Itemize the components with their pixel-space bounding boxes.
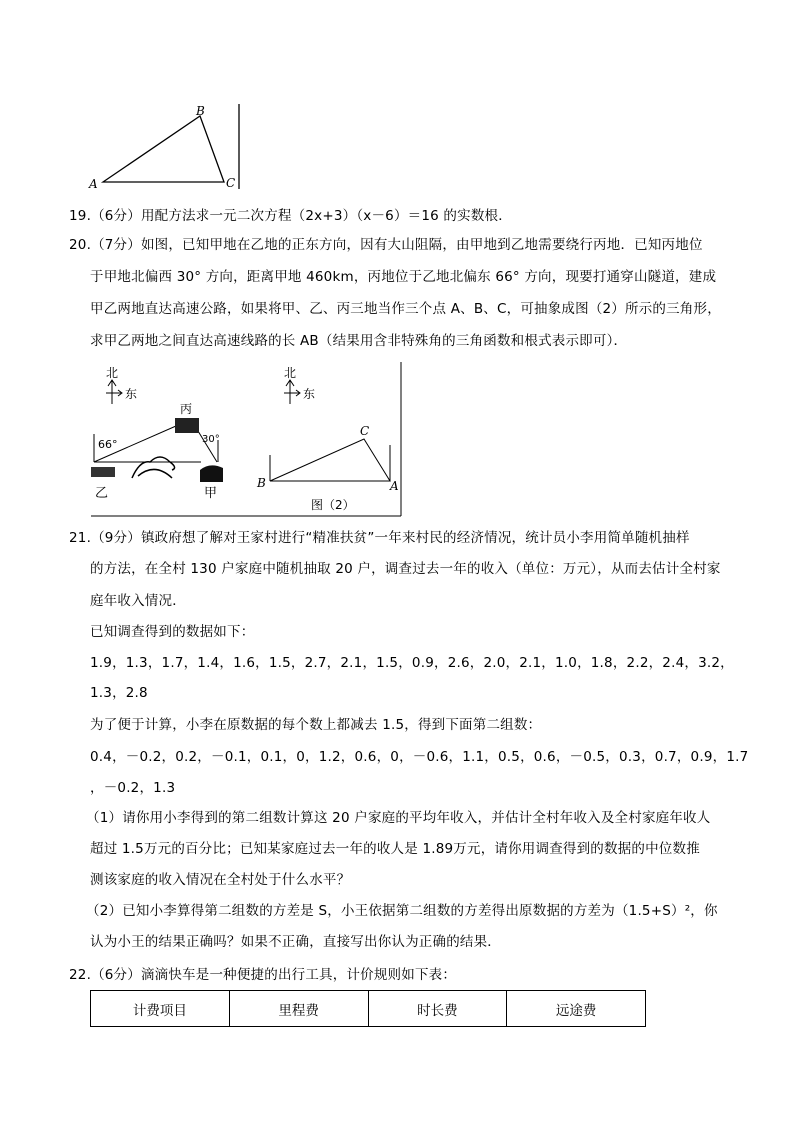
building-icon-bing <box>175 418 199 433</box>
angle-66: 66° <box>98 438 118 451</box>
table-header-row <box>91 991 646 1027</box>
point-b: B <box>257 476 266 490</box>
building-icon-jia <box>200 465 223 482</box>
table-header-cell: 里程费 <box>229 991 368 1027</box>
triangle-abc-fig2 <box>270 439 390 481</box>
table-header-cell: 时长费 <box>368 991 507 1027</box>
building-icon-yi <box>91 467 115 477</box>
table-header-cell: 远途费 <box>507 991 646 1027</box>
angle-30: 30° <box>202 434 220 445</box>
question-21-line: 的方法，在全村 130 户家庭中随机抽取 20 户，调查过去一年的收入（单位：万元），从而去估计全村家 <box>90 561 721 577</box>
table-header-cell: 计费项目 <box>91 991 230 1027</box>
data-list-second: 0.4，－0.2，0.2，－0.1，0.1，0，1.2，0.6，0，－0.6，1.1，0.5，0.6，－0.5，0.3，0.7，0.9，1.7 <box>90 749 749 765</box>
pricing-table <box>90 990 646 1027</box>
east-label: 东 <box>125 387 138 401</box>
sub-question-1: （1）请你用小李得到的第二组数计算这 20 户家庭的平均年收入，并估计全村年收入及全村家庭年收人 <box>86 810 711 826</box>
point-c: C <box>360 424 370 438</box>
place-yi: 乙 <box>95 486 109 501</box>
sub-question-2: 认为小王的结果正确吗？如果不正确，直接写出你认为正确的结果． <box>90 934 501 950</box>
question-20-line: 20.（7分）如图，已知甲地在乙地的正东方向，因有大山阻隔，由甲地到乙地需要绕行丙地．已知丙地位 <box>69 237 703 253</box>
figure-caption: 图（2） <box>311 498 355 512</box>
data-list-second: ，－0.2，1.3 <box>90 780 176 796</box>
label-c: C <box>226 176 236 190</box>
place-bing: 丙 <box>180 402 193 416</box>
question-21-line: 已知调查得到的数据如下： <box>90 624 255 640</box>
question-21-line: 为了便于计算，小李在原数据的每个数上都减去 1.5，得到下面第二组数： <box>90 717 542 733</box>
compass-icon-left <box>106 380 122 404</box>
north-label: 北 <box>106 366 119 380</box>
question-21-line: 21.（9分）镇政府想了解对王家村进行“精准扶贫”一年来村民的经济情况，统计员小李用简单随机抽样 <box>69 530 690 546</box>
compass-icon-right <box>284 380 300 404</box>
figure-q20 <box>0 0 794 530</box>
question-20-line: 求甲乙两地之间直达高速线路的长 AB（结果用含非特殊角的三角函数和根式表示即可）． <box>90 333 628 349</box>
east-label: 东 <box>303 387 316 401</box>
question-22: 22.（6分）滴滴快车是一种便捷的出行工具，计价规则如下表： <box>69 967 457 983</box>
question-19: 19.（6分）用配方法求一元二次方程（2x+3）（x－6）＝16 的实数根． <box>69 208 512 224</box>
mountain-icon <box>132 457 175 478</box>
question-21-line: 庭年收入情况． <box>90 593 186 609</box>
point-a: A <box>390 479 399 493</box>
sub-question-2: （2）已知小李算得第二组数的方差是 S，小王依据第二组数的方差得出原数据的方差为（1.5+S）²，你 <box>86 903 718 919</box>
question-20-line: 甲乙两地直达高速公路，如果将甲、乙、丙三地当作三个点 A、B、C，可抽象成图（2）所示的三角形， <box>90 301 721 317</box>
north-label: 北 <box>284 366 297 380</box>
data-list-original: 1.3，2.8 <box>90 685 148 701</box>
sub-question-1: 超过 1.5万元的百分比；已知某家庭过去一年的收人是 1.89万元，请你用调查得到的数据的中位数推 <box>90 841 700 857</box>
label-a: A <box>89 177 98 191</box>
label-b: B <box>196 104 205 118</box>
sub-question-1: 测该家庭的收入情况在全村处于什么水平？ <box>90 872 351 888</box>
data-list-original: 1.9，1.3，1.7，1.4，1.6，1.5，2.7，2.1，1.5，0.9，2.6，2.0，2.1，1.0，1.8，2.2，2.4，3.2， <box>90 655 734 671</box>
place-jia: 甲 <box>204 486 218 501</box>
question-20-line: 于甲地北偏西 30° 方向，距离甲地 460km，丙地位于乙地北偏东 66° 方向，现要打通穿山隧道，建成 <box>90 269 717 285</box>
